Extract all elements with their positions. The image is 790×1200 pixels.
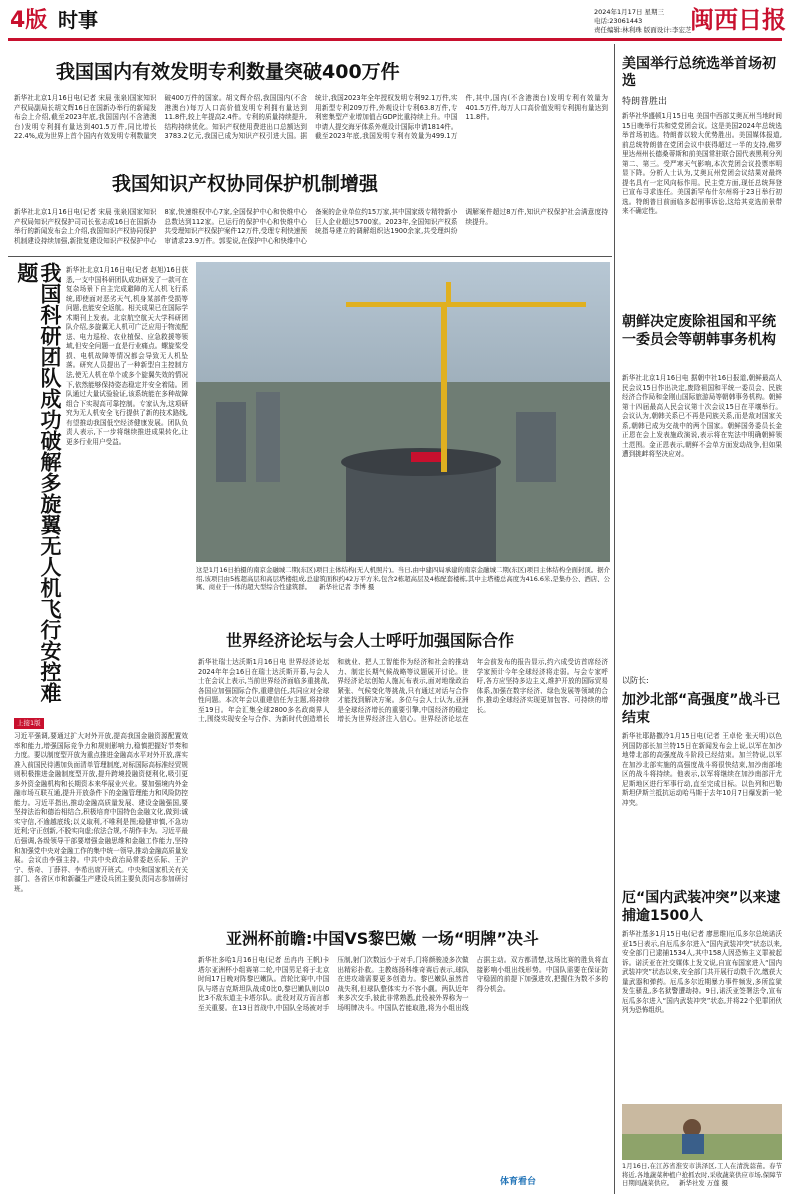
side-credit: 新华社发 万莲 摄 [679,1179,728,1188]
ecuador-headline: 厄“国内武装冲突”以来逮捕逾1500人 [622,890,781,924]
issue-date: 2024年1月17日 星期三 [594,8,665,16]
gaza-body: 新华社耶路撒冷1月15日电(记者 王卓伦 张天明)以色列国防部长加兰特15日在新闻发布会上说,以军在加沙地带北部的高强度战斗阶段已经结束。加兰特说,以军在加沙北部实施的高强度战斗将很快结束,加沙南部地区的战斗将持续。他表示,以军将继续在加沙南部汗尤尼斯地区进行军事行动,直至完成目标。以色列和巴勒斯坦伊斯兰抵抗运动哈马斯于去年10月7日爆发新一轮冲突。 [622,732,782,807]
crane-credit: 新华社记者 李博 摄 [319,583,375,592]
section-label: 以防长: [622,676,649,685]
side-photo [622,1104,782,1160]
forum-headline: 世界经济论坛与会人士呼吁加强国际合作 [226,631,515,650]
ip-body: 新华社北京1月16日电(记者 宋晨 张泉)国家知识产权局知识产权保护司司长张志成16日在国新办举行的新闻发布会上介绍,我国知识产权协同保护机制建设持续加强,新批复建设知识产权保护中心8家,快速维权中心7家,全国保护中心和快维中心总数达到112家。已运行的保护中心和快维中心共受理知识产权保护案件12万件,受理专利快速预审请求23.9万件。郭雯说,在保护中心和快维中心备案的企业单位约15万家,其中国家级专精特新小巨人企业超过5700家。2023年,全国知识产权系统指导建立的调解组织达1900余家,共受理纠纷调解案件超过8万件,知识产权保护社会满意度持续提升。 [14,208,608,245]
asiancup-headline: 亚洲杯前瞻:中国VS黎巴嫩 一场“明牌”决斗 [226,929,539,948]
phone: 电话:23061443 [594,17,643,25]
side-caption-text: 1月16日,在江苏省淮安市洪泽区,工人在清洗蒜苗。春节将近,各地蔬菜种植户抢抓农时,采收蔬菜供应市场,保障节日期间蔬菜供应。 [622,1162,782,1188]
continued-tag-text: 上接1版 [14,718,44,729]
section-title: 时事 [58,8,98,32]
editors: 责任编辑:林利珠 版面设计:李宏芝 [594,26,692,34]
divider [8,256,612,257]
asiancup-body: 新华社多哈1月16日电(记者 岳冉冉 王帆)卡塔尔亚洲杯小组赛第二轮,中国男足将于北京时间17日晚对阵黎巴嫩队。首轮比赛中,中国队与塔吉克斯坦队战成0比0,黎巴嫩队则以0比3不敌东道主卡塔尔队。此役对双方而言都至关重要。在13日首战中,中国队全场被对手压制,射门次数远少于对手,门将颜骏凌多次做出精彩扑救。主教练扬科维奇赛后表示,球队在进攻端需要更多创造力。黎巴嫩队虽然首战失利,但球队整体实力不容小觑。两队近年来多次交手,彼此非常熟悉,此役被外界称为一场明牌决斗。中国队若能取胜,将为小组出线占据主动。双方都清楚,这场比赛的胜负将直接影响小组出线形势。中国队需要在保证防守稳固的前提下加强进攻,把握住为数不多的得分机会。 [198,956,608,1012]
us-body: 新华社华盛顿1月15日电 美国中西部艾奥瓦州当地时间15日晚举行共和党党团会议。这是美国2024年总统选举首场初选。特朗普以较大优势胜出。美国媒体报道,前总统特朗普在党团会议中获得超过一半的支持,佛罗里达州州长德桑蒂斯和前美国常驻联合国代表黑利分列第二、第三。受严寒天气影响,本次党团会议投票率明显下降。分析人士认为,艾奥瓦州党团会议结果对最终提名具有一定风向标作用。民主党方面,现任总统拜登已宣布寻求连任。美国新罕布什尔州将于23日举行初选。特朗普目前面临多起刑事诉讼,这给其竞选前景带来不确定性。 [622,112,782,216]
masthead-rule [8,38,782,41]
garlic-illustration [622,1104,782,1160]
sports-footer: 体育看台 [500,1177,537,1187]
dprk-body: 新华社北京1月16日电 据朝中社16日报道,朝鲜最高人民会议15日作出决定,废除祖国和平统一委员会、民族经济合作局和金刚山国际旅游局等朝韩事务机构。朝鲜第十四届最高人民会议第十次会议15日在平壤举行。会议认为,朝韩关系已不再是同族关系,而是敌对国家关系,朝韩已成为交战中的两个国家。朝鲜国务委员长金正恩在会上发表施政演说,表示将在宪法中明确朝鲜领土范围。金正恩表示,朝鲜不会单方面发动战争,但如果遭到挑衅将坚决应对。 [622,374,782,459]
forum-body: 新华社瑞士达沃斯1月16日电 世界经济论坛2024年年会16日在瑞士达沃斯开幕,与会人士在会议上表示,当前世界经济面临多重挑战,各国应加强国际合作,重建信任,共同应对全球性问题。本次年会以重建信任为主题,将持续至19日。年会汇集全球2800多名政商界人士,围绕实现安全与合作、为新时代创造增长和就业、把人工智能作为经济和社会的推动力、制定长期气候战略等议题展开讨论。世界经济论坛创始人施瓦布表示,面对地缘政治紧张、气候变化等挑战,只有通过对话与合作才能找到解决方案。多位与会人士认为,亚洲是全球经济增长的重要引擎,中国经济的稳定增长为世界经济注入信心。世界经济论坛在年会前发布的报告显示,约六成受访首席经济学家预计今年全球经济将走弱。与会专家呼吁,各方应坚持多边主义,维护开放的国际贸易体系,加强在数字经济、绿色发展等领域的合作,推动全球经济实现更加包容、可持续的增长。 [198,658,608,724]
patent-headline: 我国国内有效发明专利数量突破400万件 [56,61,400,83]
dprk-headline: 朝鲜决定废除祖国和平统一委员会等朝韩事务机构 [622,314,776,348]
paper-logo: 闽西日报 [690,5,786,34]
ecuador-body: 新华社基多1月15日电(记者 廖思维)厄瓜多尔总统诺沃亚15日表示,自厄瓜多尔进入“国内武装冲突”状态以来,安全部门已逮捕1534人,其中158人因恐怖主义罪被起诉。诺沃亚在社交媒体上发文说,自宣布国家进入“国内武装冲突”状态以来,安全部门共开展行动数千次,缴获大量武器和弹药。厄瓜多尔近期暴力事件频发,多所监狱发生骚乱,多名狱警遭劫持。9日,诺沃亚签署法令,宣布厄瓜多尔进入“国内武装冲突”状态,并将22个犯罪团伙列为恐怖组织。 [622,930,782,1015]
continued-tag [14,718,44,729]
gaza-headline: 加沙北部“高强度”战斗已结束 [622,692,781,726]
ip-headline: 我国知识产权协同保护机制增强 [112,173,379,195]
continued-body: 习近平强调,要通过扩大对外开放,提高我国金融资源配置效率和能力,增强国际竞争力和规则影响力,稳慎把握好节奏和力度。要以制度型开放为重点推进金融高水平对外开放,落实准入前国民待遇加负面清单管理制度,对标国际高标准经贸规则积极推进金融制度型开放,提升跨境投融资便利化,吸引更多外资金融机构和长期资本来华展业兴业。要加强境内外金融市场互联互通,提升开放条件下的金融管理能力和风险防控能力。习近平指出,推动金融高质量发展、建设金融强国,要坚持法治和德治相结合,积极培育中国特色金融文化,做到:诚实守信,不逾越底线;以义取利,不唯利是图;稳健审慎,不急功近利;守正创新,不脱实向虚;依法合规,不胡作非为。习近平最后强调,各级领导干部要增强金融思维和金融工作能力,坚持和加强党中央对金融工作的集中统一领导,推动金融高质量发展。会议由李强主持。中共中央政治局常委赵乐际、王沪宁、蔡奇、丁薛祥、李希出席开班式。中央和国家机关有关部门、各省区市和新疆生产建设兵团主要负责同志参加研讨班。 [14,732,188,893]
patent-body: 新华社北京1月16日电(记者 宋晨 张泉)国家知识产权局副局长胡文辉16日在国新办举行的新闻发布会上介绍,截至2023年底,我国国内(不含港澳台)发明专利拥有量达到401.5万件,同比增长22.4%,成为世界上首个国内有效发明专利数量突破400万件的国家。胡文辉介绍,我国国内(不含港澳台)每万人口高价值发明专利拥有量达到11.8件,较上年提高2.4件。专利的质量持续提升,结构持续优化。知识产权使用费进出口总额达到3783.2亿元,我国已成为知识产权引进大国。据统计,我国2023年全年授权发明专利92.1万件,实用新型专利209万件,外观设计专利63.8万件,专利密集型产业增加值占GDP比重持续上升。中国申请人提交海牙体系外观设计国际申请1814件。截至2023年底,我国发明专利有效量为499.1万件,其中,国内(不含港澳台)发明专利有效量为401.5万件,每万人口高价值发明专利拥有量达到11.8件。 [14,94,608,141]
right-column-divider [614,44,615,1194]
drone-body: 新华社北京1月16日电(记者 赵旭)16日获悉,一支中国科研团队成功研发了一款可在复杂场景下自主完成避障的无人机飞行系统,即使面对恶劣天气,机身某部件受损等问题,也能安全返航。相关成果已在国际学术期刊上发表。北京航空航天大学科研团队介绍,多旋翼无人机可广泛应用于物流配送、电力巡检、农业植保、应急救援等领域,但安全问题一直是行业痛点。螺旋桨受损、电机故障等情况都会导致无人机坠落。研究人员提出了一种新型自主控制方法,使无人机在单个或多个旋翼失效的情况下,依然能够保持姿态稳定并安全着陆。团队通过大量试验验证,该系统能在多种故障组合下实现高可靠控制。专家认为,这项研究为无人机安全飞行提供了新的技术路线,有望推动我国低空经济健康发展。团队负责人表示,下一步将继续推进成果转化,让更多行业用户受益。 [66,266,188,446]
side-photo-caption [622,1162,782,1196]
crane-caption [196,566,610,608]
us-headline: 美国举行总统选举首场初选 [622,56,776,89]
page-number: 4版 [10,8,48,33]
crane-photo [196,262,610,562]
us-subhead: 特朗普胜出 [622,97,668,107]
crane-illustration [196,262,610,562]
crane-caption-text: 这是1月16日拍摄的南京金融城二期(东区)项目主体结构(无人机照片)。当日,由中建四局承建的南京金融城二期(东区)项目主体结构全面封顶。据介绍,该项目由5栋超高层和高层塔楼组成,总建筑面积约42万平方米,包含2栋超高层及4栋配套楼栋,其中主塔楼总高度为416.6米,是集办公、酒店、公寓、商业于一体的超大型综合性建筑群。 [196,566,610,592]
drone-headline: 我国科研团队成功破解多旋翼无人机飞行安控难题 [14,262,63,703]
